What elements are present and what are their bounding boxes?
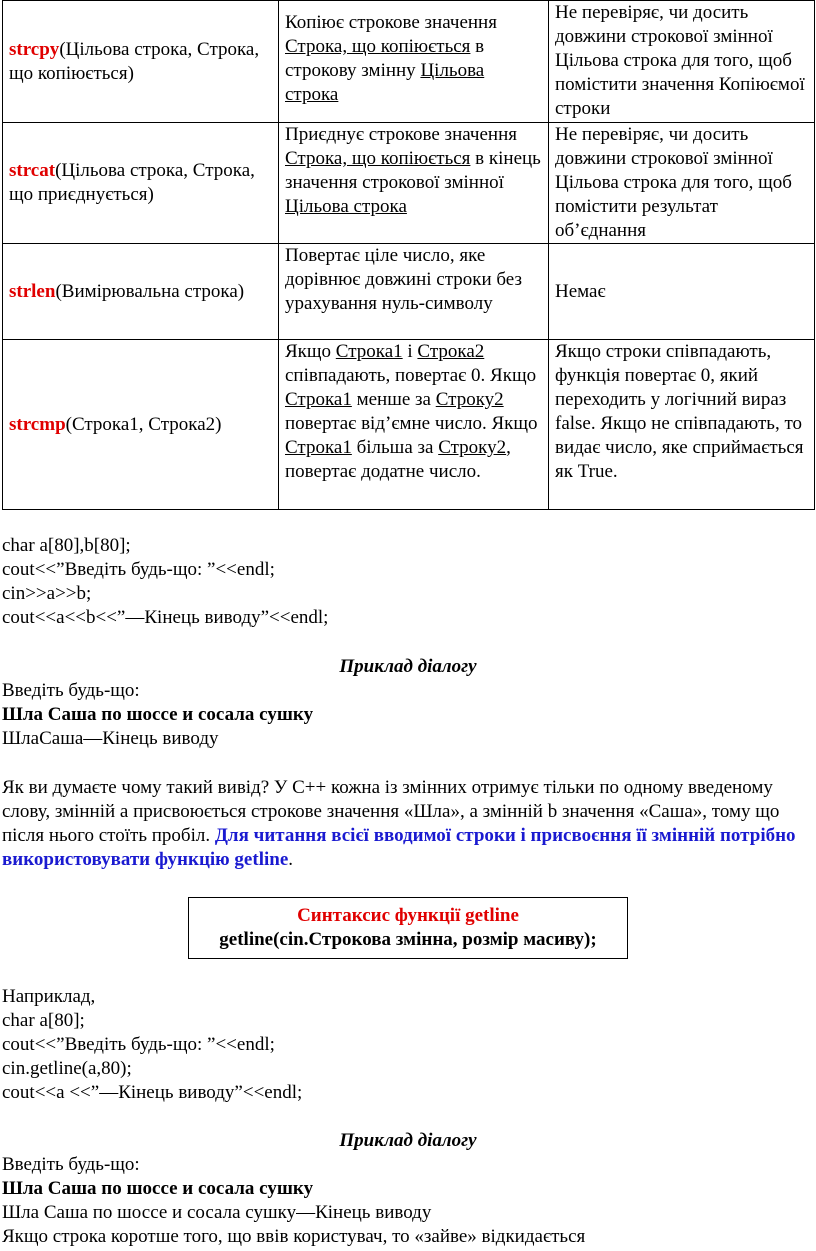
function-name: strcmp	[9, 413, 66, 435]
desc-2: в кінець значення строкової змінної	[285, 148, 541, 193]
function-signature-cell	[3, 244, 279, 340]
desc-0: Приєднує строкове значення	[285, 124, 517, 145]
desc-2: в строкову змінну	[285, 36, 485, 81]
function-name: strcpy	[9, 38, 60, 60]
dialog-output: ШлаСаша—Кінець виводу	[2, 728, 219, 749]
dialog-input: Шла Саша по шоссе и сосала сушку	[2, 704, 314, 725]
desc-1: Строка1	[335, 341, 403, 362]
code-line: cout<<a <<”—Кінець виводу”<<endl;	[2, 1082, 303, 1103]
function-signature-cell	[3, 340, 279, 510]
desc-3: Цільова строка	[285, 196, 407, 217]
desc-8: повертає від’ємне число. Якщо	[285, 413, 538, 434]
function-name: strlen	[9, 280, 56, 302]
code-line: char a[80];	[2, 1010, 85, 1031]
dialog-prompt: Введіть будь-що:	[2, 680, 140, 701]
dialog-example-title: Приклад діалогу	[339, 656, 477, 677]
function-args: (Цільова строка, Строка, що копіюється)	[9, 38, 260, 84]
function-args: (Вимірювальна строка)	[55, 280, 245, 302]
syntax-title: Синтаксис функції getline	[297, 905, 519, 926]
table-row	[3, 244, 815, 340]
desc-0: Якщо	[285, 341, 336, 362]
function-description-cell	[279, 340, 549, 510]
syntax-box	[188, 897, 628, 959]
example-intro: Наприклад,	[2, 986, 96, 1007]
function-note-cell: Не перевіряє, чи досить довжини строкової змінної Цільова строка для того, щоб помістити значення Копіюємої строки	[549, 1, 815, 123]
table-row	[3, 1, 815, 123]
desc-3: Цільова строка	[285, 60, 485, 105]
dialog-example-title: Приклад діалогу	[339, 1130, 477, 1151]
function-note-cell: Не перевіряє, чи досить довжини строкової змінної Цільова строка для того, щоб помістити результат об’єднання	[549, 123, 815, 244]
string-functions-table	[2, 0, 815, 510]
explanation-text: Як ви думаєте чому такий вивід? У С++ кожна із змінних отримує тільки по одному введеному слову, змінній а присвоюється строкове значення «Шла», а змінній b значення «Саша», тому що після нього стоїть пробіл.	[2, 777, 780, 846]
desc-4: співпадають, повертає 0. Якщо	[285, 365, 537, 386]
code-line: cout<<a<<b<<”—Кінець виводу”<<endl;	[2, 607, 329, 628]
explanation-tail: .	[288, 849, 294, 870]
function-args: (Цільова строка, Строка, що приєднується)	[9, 160, 255, 205]
function-note-cell: Якщо строки співпадають, функція повертає 0, який переходить у логічний вираз false. Якщо не співпадають, то видає число, яке сприймається як True.	[549, 340, 815, 510]
function-description-cell: Повертає ціле число, яке дорівнює довжині строки без урахування нуль-символу	[279, 244, 549, 340]
table-row	[3, 340, 815, 510]
desc-2: і	[402, 341, 418, 362]
desc-3: Строка2	[417, 341, 485, 362]
function-name: strcat	[9, 160, 56, 181]
desc-12: , повертає додатне число.	[285, 437, 511, 482]
function-note-cell: Немає	[549, 244, 815, 340]
function-args: (Строка1, Строка2)	[65, 413, 222, 435]
desc-10: більша за	[351, 437, 439, 458]
code-line: cout<<”Введіть будь-що: ”<<endl;	[2, 559, 275, 580]
function-description-cell	[279, 123, 549, 244]
code-line: cin>>a>>b;	[2, 583, 92, 604]
desc-5: Строка1	[285, 389, 352, 410]
function-description-cell	[279, 1, 549, 123]
desc-0: Копіює строкове значення	[285, 12, 497, 33]
dialog-input: Шла Саша по шоссе и сосала сушку	[2, 1178, 314, 1199]
code-line: char a[80],b[80];	[2, 535, 131, 556]
desc-11: Строку2	[438, 437, 507, 458]
dialog-prompt: Введіть будь-що:	[2, 1154, 140, 1175]
table-row	[3, 123, 815, 244]
code-line: cin.getline(a,80);	[2, 1058, 132, 1079]
function-signature-cell	[3, 1, 279, 123]
desc-9: Строка1	[285, 437, 352, 458]
function-signature-cell	[3, 123, 279, 244]
desc-1: Строка, що копіюється	[285, 148, 471, 169]
desc-6: менше за	[351, 389, 436, 410]
dialog-output: Шла Саша по шоссе и сосала сушку—Кінець виводу	[2, 1202, 432, 1223]
syntax-body: getline(cin.Строкова змінна, розмір масиву);	[219, 929, 597, 950]
dialog-note: Якщо строка коротше того, що ввів користувач, то «зайве» відкидається	[2, 1226, 586, 1247]
desc-7: Строку2	[435, 389, 504, 410]
explanation-highlight: Для читання всієї вводимої строки і присвоєння її змінній потрібно використовувати функцію getline	[2, 825, 796, 870]
desc-1: Строка, що копіюється	[285, 36, 471, 57]
explanation-paragraph	[2, 776, 808, 872]
code-line: cout<<”Введіть будь-що: ”<<endl;	[2, 1034, 275, 1055]
